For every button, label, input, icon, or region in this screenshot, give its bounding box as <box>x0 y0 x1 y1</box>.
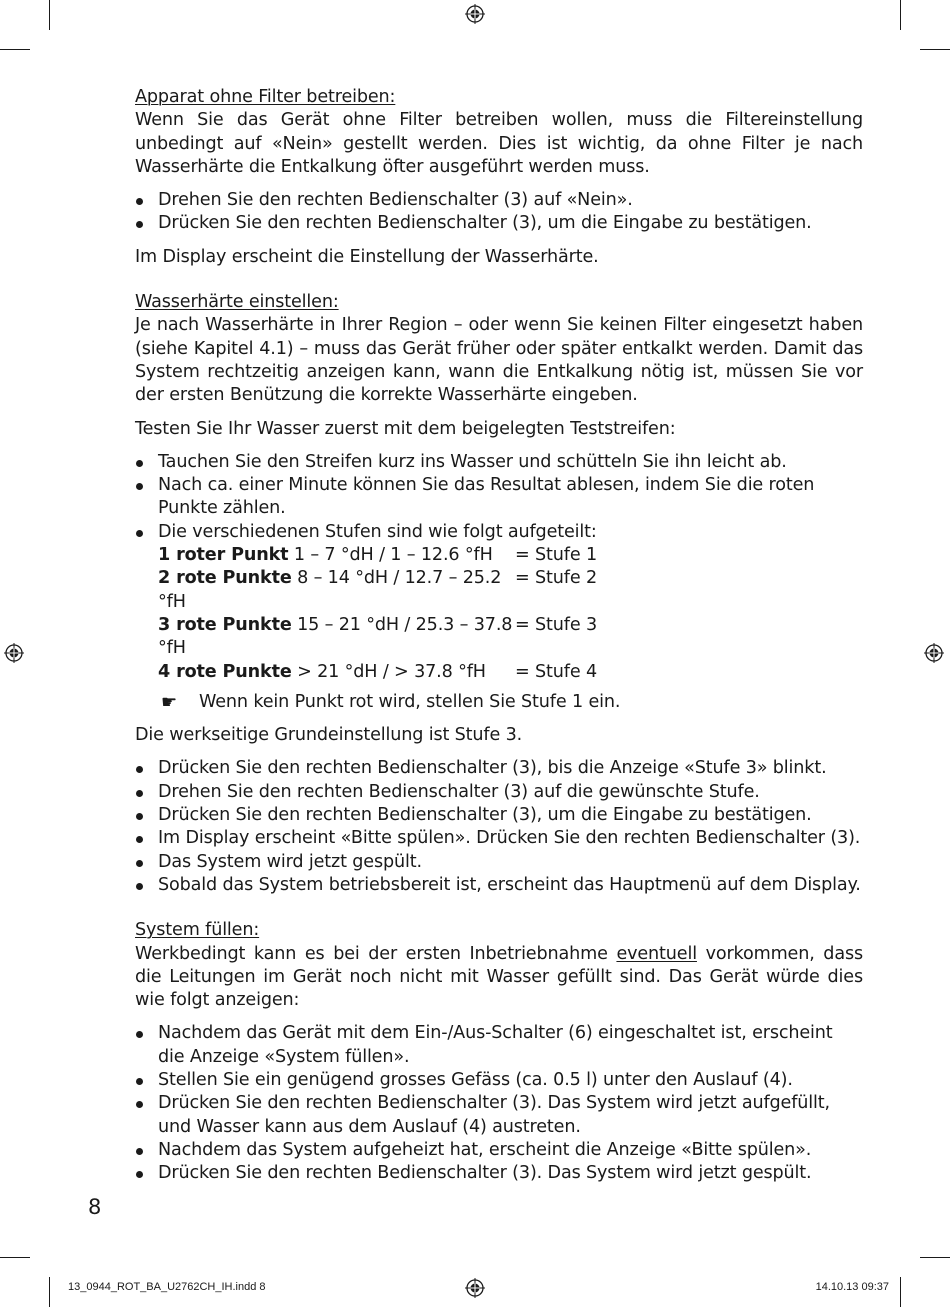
registration-mark-icon <box>465 1278 485 1298</box>
page-number: 8 <box>88 1195 102 1219</box>
registration-mark-icon <box>465 4 485 24</box>
crop-mark-bottom-right <box>900 1277 901 1307</box>
level-stage: = Stufe 1 <box>515 545 598 566</box>
bullet-list <box>135 1022 863 1185</box>
bullet-list <box>135 451 863 684</box>
hint-text: Wenn kein Punkt rot wird, stellen Sie Stufe 1 ein. <box>199 691 621 712</box>
bullet-list <box>135 189 863 236</box>
crop-mark-top-left <box>49 0 50 30</box>
paragraph: Werkbedingt kann es bei der ersten Inbetriebnahme eventuell vorkommen, dass die Leitungen im Gerät noch nicht mit Wasser gefüllt sind. Das Gerät würde dies wie folgt anzeigen: <box>135 943 863 1011</box>
list-item: Nachdem das Gerät mit dem Ein-/Aus-Schalter (6) eingeschaltet ist, erscheint die Anzeige «System füllen». <box>135 1022 863 1069</box>
list-item-text: Die verschiedenen Stufen sind wie folgt aufgeteilt: <box>158 521 597 542</box>
list-item: Drücken Sie den rechten Bedienschalter (3). Das System wird jetzt gespült. <box>135 1162 863 1185</box>
level-range: 4 rote Punkte > 21 °dH / > 37.8 °fH <box>158 661 486 682</box>
level-stage: = Stufe 3 <box>515 614 598 635</box>
list-item: Im Display erscheint «Bitte spülen». Drücken Sie den rechten Bedienschalter (3). <box>135 827 863 850</box>
level-range: 3 rote Punkte 15 – 21 °dH / 25.3 – 37.8 °fH <box>158 614 513 659</box>
crop-mark-bottom-right <box>920 1257 950 1258</box>
hardness-levels-table <box>158 544 863 684</box>
paragraph: Die werkseitige Grundeinstellung ist Stufe 3. <box>135 725 523 746</box>
list-item <box>135 521 863 684</box>
section-heading-filter: Apparat ohne Filter betreiben: <box>135 87 396 107</box>
registration-mark-icon <box>4 643 24 663</box>
registration-mark-icon <box>924 643 944 663</box>
slug-file-name: 13_0944_ROT_BA_U2762CH_IH.indd 8 <box>68 1281 266 1293</box>
paragraph: Je nach Wasserhärte in Ihrer Region – oder wenn Sie keinen Filter eingesetzt haben (siehe Kapitel 4.1) – muss das Gerät früher oder später entkalkt werden. Damit das System rechtzeitig anzeigen kann, wann die Entkalkung nötig ist, müssen Sie vor der ersten Benützung die korrekte Wasserhärte eingeben. <box>135 315 863 406</box>
list-item: Drücken Sie den rechten Bedienschalter (3), bis die Anzeige «Stufe 3» blinkt. <box>135 757 863 780</box>
level-points: 1 roter Punkt <box>158 545 289 566</box>
list-item: Nachdem das System aufgeheizt hat, erscheint die Anzeige «Bitte spülen». <box>135 1139 863 1162</box>
paragraph: Testen Sie Ihr Wasser zuerst mit dem beigelegten Teststreifen: <box>135 418 676 439</box>
level-range: 2 rote Punkte 8 – 14 °dH / 12.7 – 25.2 °fH <box>158 568 502 612</box>
list-item: Tauchen Sie den Streifen kurz ins Wasser und schütteln Sie ihn leicht ab. <box>135 451 863 474</box>
bullet-list <box>135 757 863 897</box>
level-stage: = Stufe 2 <box>515 568 598 589</box>
section-heading-water-hardness: Wasserhärte einstellen: <box>135 292 339 313</box>
list-item: Drücken Sie den rechten Bedienschalter (3), um die Eingabe zu bestätigen. <box>135 804 863 827</box>
crop-mark-bottom-left <box>49 1277 50 1307</box>
list-item: Drücken Sie den rechten Bedienschalter (3). Das System wird jetzt aufgefüllt, und Wasser kann aus dem Auslauf (4) austreten. <box>135 1092 863 1139</box>
hint-note <box>135 691 863 714</box>
page-content <box>135 86 863 1185</box>
level-points: 4 rote Punkte <box>158 661 292 682</box>
list-item: Drehen Sie den rechten Bedienschalter (3) auf die gewünschte Stufe. <box>135 781 863 804</box>
level-points: 2 rote Punkte <box>158 568 292 589</box>
crop-mark-top-right <box>920 49 950 50</box>
crop-mark-top-right <box>900 0 901 30</box>
level-range: 1 roter Punkt 1 – 7 °dH / 1 – 12.6 °fH <box>158 545 493 566</box>
level-points: 3 rote Punkte <box>158 614 292 635</box>
emphasis-text: eventuell <box>616 943 697 964</box>
list-item: Stellen Sie ein genügend grosses Gefäss (ca. 0.5 l) unter den Auslauf (4). <box>135 1069 863 1092</box>
level-stage: = Stufe 4 <box>515 661 598 682</box>
paragraph: Im Display erscheint die Einstellung der Wasserhärte. <box>135 246 599 267</box>
list-item: Drücken Sie den rechten Bedienschalter (3), um die Eingabe zu bestätigen. <box>135 212 863 235</box>
paragraph: Wenn Sie das Gerät ohne Filter betreiben wollen, muss die Filtereinstellung unbedingt auf «Nein» gestellt werden. Dies ist wichtig, da ohne Filter je nach Wasserhärte die Entkalkung öfter ausgeführt werden muss. <box>135 110 863 177</box>
pointing-hand-icon: ☛ <box>161 691 177 713</box>
list-item: Drehen Sie den rechten Bedienschalter (3) auf «Nein». <box>135 189 863 212</box>
list-item: Nach ca. einer Minute können Sie das Resultat ablesen, indem Sie die roten Punkte zählen. <box>135 474 863 521</box>
list-item: Sobald das System betriebsbereit ist, erscheint das Hauptmenü auf dem Display. <box>135 874 863 897</box>
list-item: Das System wird jetzt gespült. <box>135 851 863 874</box>
crop-mark-bottom-left <box>0 1257 30 1258</box>
section-heading-fill-system: System füllen: <box>135 920 260 941</box>
crop-mark-top-left <box>0 49 30 50</box>
slug-date: 14.10.13 09:37 <box>815 1281 889 1293</box>
